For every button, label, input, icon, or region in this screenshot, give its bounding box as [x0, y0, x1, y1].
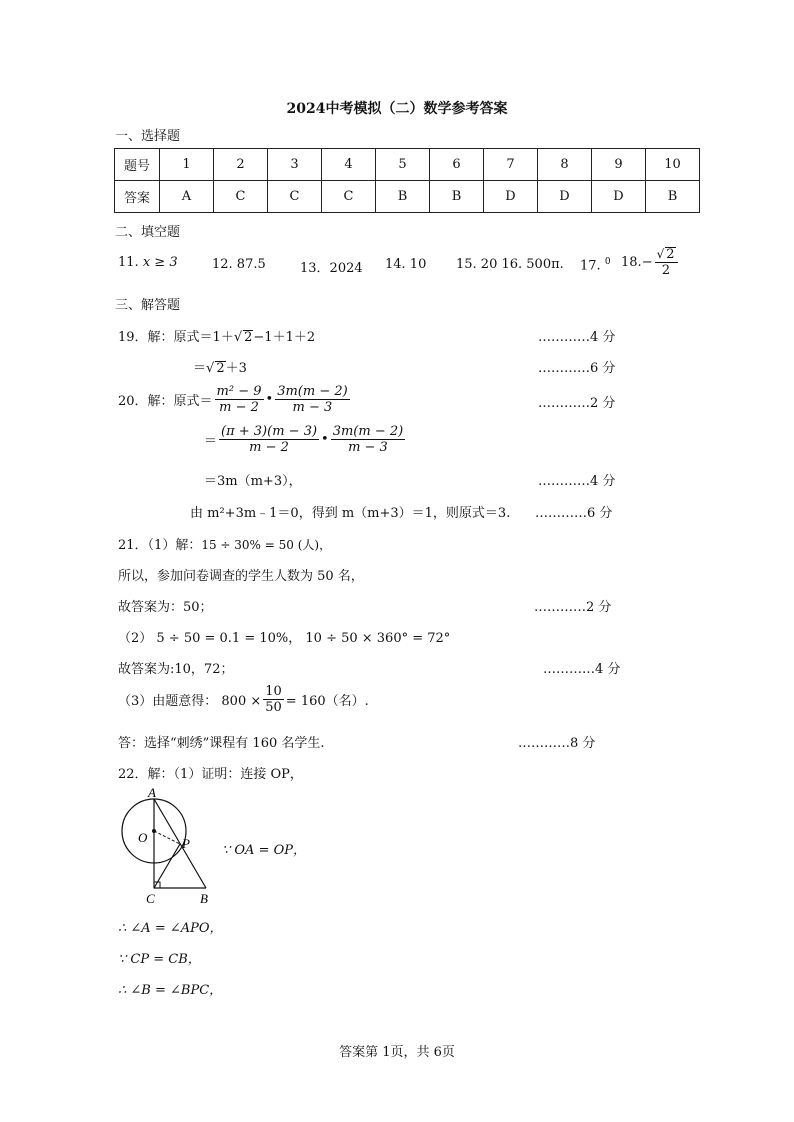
table-cell: D	[592, 181, 646, 213]
section-solve-heading: 三、解答题	[115, 298, 181, 313]
q21-line2: 所以，参加问卷调查的学生人数为 50 名，	[118, 569, 364, 584]
center-point	[152, 829, 156, 833]
table-cell: 5	[376, 149, 430, 181]
table-cell: 题号	[115, 149, 160, 181]
q21-expr: 15 ÷ 30% = 50 (人)，	[201, 538, 332, 552]
q20-fraction2	[275, 384, 350, 415]
fill-q11	[118, 255, 178, 270]
frac-den: m − 3	[348, 440, 388, 455]
q21-text6b: = 160（名）.	[285, 694, 369, 709]
frac-den: m − 3	[292, 400, 333, 415]
q21-line7: 答：选择“刺绣”课程有 160 名学生.	[118, 736, 325, 751]
table-cell: B	[376, 181, 430, 213]
table-cell: D	[538, 181, 592, 213]
fill-q14: 14. 10	[385, 257, 427, 272]
q20-fraction3	[219, 424, 319, 455]
q20-fraction4	[331, 424, 406, 455]
table-cell: B	[646, 181, 700, 213]
fill-q15-16: 15. 20 16. 500π.	[456, 257, 564, 272]
table-cell: B	[430, 181, 484, 213]
q21-score5: …………4 分	[543, 662, 621, 677]
q22-line5: ∴ ∠B = ∠BPC，	[118, 983, 223, 998]
fill-q12: 12. 87.5	[212, 257, 266, 272]
q20-line3: ＝3m（m+3），	[204, 474, 302, 489]
q21-line1	[118, 534, 331, 553]
section-choice-heading: 一、选择题	[115, 129, 181, 144]
q21-line3: 故答案为：50；	[118, 600, 213, 615]
page-footer: 答案第 1页，共 6页	[339, 1045, 455, 1060]
q22-line1: 22．解：（1）证明：连接 OP，	[118, 767, 303, 782]
table-cell: 8	[538, 149, 592, 181]
table-row	[115, 149, 700, 181]
q20-score4: …………6 分	[535, 506, 613, 521]
q19-eq: ＝	[193, 361, 207, 376]
table-cell: 3	[268, 149, 322, 181]
q20-line4: 由 m²+3m﹣1＝0，得到 m（m+3）＝1，则原式＝3.	[190, 506, 511, 521]
q17-number: 17.	[580, 258, 601, 274]
q20-eq: ＝	[204, 434, 218, 449]
q11-number: 11.	[118, 255, 139, 270]
q21-line4: （2） 5 ÷ 50 = 0.1 = 10%， 10 ÷ 50 × 360° = 72°	[118, 631, 451, 646]
q19-sqrt: 2	[244, 330, 253, 345]
q18-fraction: $\frac{√ 2}{2}$	[655, 247, 678, 278]
table-cell: 1	[160, 149, 214, 181]
q19-text: 19．解：原式＝1＋	[118, 330, 234, 345]
label-b: B	[200, 891, 208, 906]
table-row	[115, 181, 700, 213]
q18-numerator: 2	[666, 247, 675, 262]
q21-line5: 故答案为:10，72；	[118, 662, 234, 677]
q20-score1: …………2 分	[538, 396, 616, 411]
q17-answer: 0	[604, 257, 611, 267]
q22-line3: ∴ ∠A = ∠APO，	[118, 921, 223, 936]
frac-den: m − 2	[219, 400, 259, 415]
table-cell: 7	[484, 149, 538, 181]
q20-fraction1	[215, 384, 264, 415]
table-cell: 4	[322, 149, 376, 181]
q11-answer: x ≥ 3	[142, 255, 178, 270]
q21-line6	[118, 684, 369, 715]
label-c: C	[146, 891, 155, 906]
q21-text: 21．（1）解：	[118, 538, 202, 553]
frac-den: m − 2	[249, 440, 289, 455]
table-cell: 6	[430, 149, 484, 181]
table-cell: C	[322, 181, 376, 213]
table-cell: A	[160, 181, 214, 213]
q20-line2: ＝ $\frac{(\pi + 3)(m - 3)}{m - 2}$ • $\frac{3m(m - 2)}{m - 3}$	[204, 424, 404, 455]
q21-score7: …………8 分	[518, 736, 596, 751]
q22-line2: ∵ OA = OP，	[222, 843, 307, 858]
q20-text: 20．解：原式＝	[118, 394, 213, 409]
table-cell: 2	[214, 149, 268, 181]
page-title: 2024中考模拟（二）数学参考答案	[286, 101, 508, 117]
section-fill-heading: 二、填空题	[115, 225, 181, 240]
table-cell: 答案	[115, 181, 160, 213]
table-cell: C	[214, 181, 268, 213]
fill-q17	[580, 257, 611, 273]
segment-cp	[154, 844, 180, 888]
q19-score2: …………6 分	[538, 361, 616, 376]
frac-den: 50	[265, 700, 282, 715]
q19-line1: 19．解：原式＝1＋√ 2−1＋1＋2	[118, 330, 316, 345]
table-cell: C	[268, 181, 322, 213]
frac-num: 3m(m − 2)	[277, 384, 348, 399]
geometry-figure	[112, 784, 217, 906]
frac-num: m² − 9	[216, 384, 262, 399]
q21-score3: …………2 分	[534, 600, 612, 615]
table-cell: D	[484, 181, 538, 213]
q19-text2: ＋3	[225, 361, 247, 376]
table-cell: 10	[646, 149, 700, 181]
q20-score3: …………4 分	[538, 474, 616, 489]
answer-table	[114, 148, 700, 213]
q19-score1: …………4 分	[538, 330, 616, 345]
q20-line1: 20．解：原式＝ $\frac{\text{m² − 9}}{m - 2}$ • $\frac{3m(m - 2)}{m - 3}$	[118, 384, 348, 415]
fill-q13: 13．2024	[300, 261, 363, 276]
table-cell: 9	[592, 149, 646, 181]
frac-num: 10	[265, 684, 282, 699]
q18-number: 18.	[621, 255, 642, 270]
label-a: A	[148, 785, 156, 800]
label-p: P	[182, 836, 190, 851]
q21-fraction	[263, 684, 284, 715]
q18-denominator: 2	[661, 263, 671, 278]
frac-num: (π + 3)(m − 3)	[221, 424, 318, 439]
fill-q18: 18.− $\frac{√ 2}{2}$	[621, 247, 680, 278]
q21-text6: （3）由题意得： 800 ×	[118, 694, 262, 709]
label-o: O	[138, 830, 148, 845]
q19-sqrt2: 2	[216, 361, 225, 376]
q19-text-rest: −1＋1＋2	[253, 330, 316, 345]
q19-line2: ＝√ 2＋3	[193, 361, 247, 376]
frac-num: 3m(m − 2)	[332, 424, 404, 439]
q22-line4: ∵ CP = CB，	[118, 952, 201, 967]
